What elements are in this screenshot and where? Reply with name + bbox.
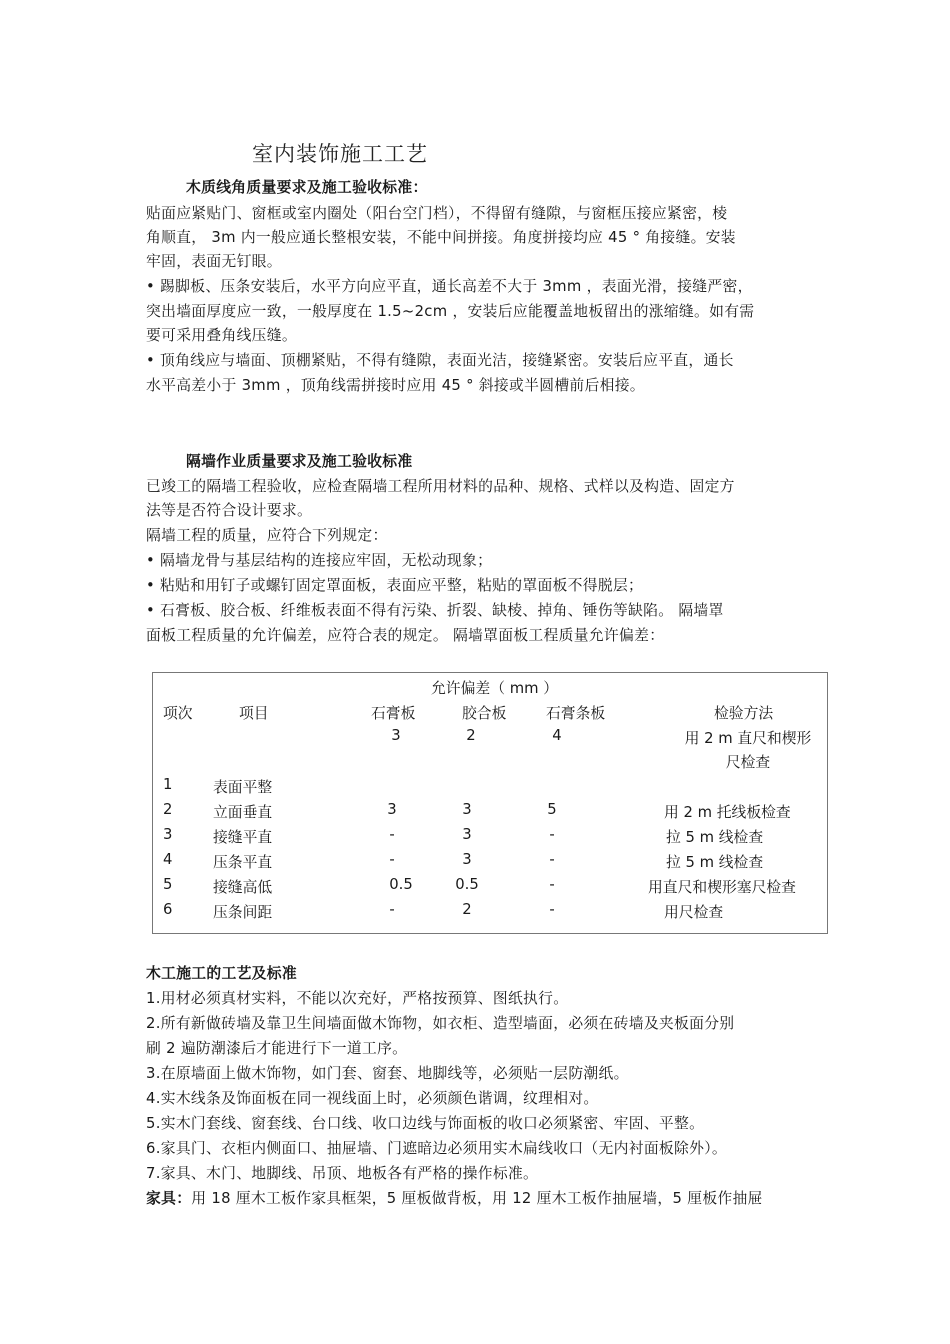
section3-line: 2.所有新做砖墙及靠卫生间墙面做木饰物，如衣柜、造型墙面，必须在砖墙及夹板面分别 <box>146 1015 735 1032</box>
section3-heading: 木工施工的工艺及标准 <box>146 965 297 982</box>
section3-last-line <box>146 1187 763 1211</box>
table-header-method: 检验方法 <box>714 705 774 722</box>
section3-line: 6.家具门、衣柜内侧面口、抽屉墙、门遮暗边必须用实木扁线收口（无内衬面板除外）。 <box>146 1140 728 1157</box>
table-row-gypsum: 0.5 <box>389 876 413 893</box>
section1-line: 角顺直， 3m 内一般应通长整根安装，不能中间拼接。角度拼接均应 45 ° 角接缝。安装 <box>146 229 736 246</box>
table-row-method: 用 2 m 托线板检查 <box>664 804 791 821</box>
table-row-gypsum: - <box>389 901 395 918</box>
table-header-gypsum: 石膏板 <box>371 705 416 722</box>
table-row-plywood: 0.5 <box>455 876 479 893</box>
section3-line: 4.实木线条及饰面板在同一视线面上时，必须颜色谐调，纹理相对。 <box>146 1090 599 1107</box>
table-row-item: 压条间距 <box>213 904 273 921</box>
table-row-method: 用尺检查 <box>664 904 724 921</box>
table-row-strip: - <box>549 826 555 843</box>
section3-line: 3.在原墙面上做木饰物，如门套、窗套、地脚线等，必须贴一层防潮纸。 <box>146 1065 629 1082</box>
table-row-plywood: 2 <box>462 901 472 918</box>
table-row-strip: - <box>549 901 555 918</box>
table-subheader-value: 3 <box>391 727 401 744</box>
table-subheader-value: 2 <box>466 727 476 744</box>
table-row-item: 接缝平直 <box>213 829 273 846</box>
page-title: 室内装饰施工工艺 <box>252 142 428 166</box>
table-row-item: 立面垂直 <box>213 804 273 821</box>
section2-heading: 隔墙作业质量要求及施工验收标准 <box>186 453 413 470</box>
table-row-no: 5 <box>163 876 173 893</box>
section2-line: 已竣工的隔墙工程验收，应检查隔墙工程所用材料的品种、规格、式样以及构造、固定方 <box>146 478 735 495</box>
table-row-no: 6 <box>163 901 173 918</box>
section1-line: • 顶角线应与墙面、顶棚紧贴，不得有缝隙，表面光洁，接缝紧密。安装后应平直，通长 <box>146 352 734 369</box>
table-row-method: 拉 5 m 线检查 <box>666 854 764 871</box>
table-row-plywood: 3 <box>462 826 472 843</box>
table-row-item: 接缝高低 <box>213 879 273 896</box>
table-subheader-value: 4 <box>552 727 562 744</box>
furniture-text: 用 18 厘木工板作家具框架，5 厘板做背板，用 12 厘木工板作抽屉墙，5 厘板作抽屉 <box>191 1190 763 1207</box>
table-header-plywood: 胶合板 <box>462 705 507 722</box>
table-subheader-method: 用 2 m 直尺和楔形 <box>684 730 812 747</box>
table-row-no: 1 <box>163 776 173 793</box>
table-row-no: 4 <box>163 851 173 868</box>
table-row-strip: - <box>549 851 555 868</box>
section2-line: • 石膏板、胶合板、纤维板表面不得有污染、折裂、缺棱、掉角、锤伤等缺陷。 隔墙罩 <box>146 602 724 619</box>
section2-line: • 粘贴和用钉子或螺钉固定罩面板，表面应平整，粘贴的罩面板不得脱层； <box>146 577 644 594</box>
tolerance-table <box>152 672 828 934</box>
table-row-item: 压条平直 <box>213 854 273 871</box>
section2-line: 面板工程质量的允许偏差，应符合表的规定。 隔墙罩面板工程质量允许偏差： <box>146 627 665 644</box>
section1-line: • 踢脚板、压条安装后，水平方向应平直，通长高差不大于 3mm ，表面光滑，接缝严密， <box>146 278 753 295</box>
table-header-item: 项目 <box>239 705 269 722</box>
section2-line: 隔墙工程的质量，应符合下列规定： <box>146 527 388 544</box>
section1-line: 水平高差小于 3mm ，顶角线需拼接时应用 45 ° 斜接或半圆槽前后相接。 <box>146 377 645 394</box>
section2-line: 法等是否符合设计要求。 <box>146 502 313 519</box>
section1-heading: 木质线角质量要求及施工验收标准： <box>186 179 428 196</box>
table-row-strip: 5 <box>547 801 557 818</box>
furniture-label: 家具： <box>146 1190 192 1207</box>
section3-line: 1.用材必须真材实料，不能以次充好，严格按预算、图纸执行。 <box>146 990 569 1007</box>
table-row-plywood: 3 <box>462 851 472 868</box>
table-subheader-method: 尺检查 <box>725 754 771 771</box>
table-row-strip: - <box>549 876 555 893</box>
table-row-method: 用直尺和楔形塞尺检查 <box>648 879 796 896</box>
table-row-gypsum: - <box>389 826 395 843</box>
table-group-header: 允许偏差（ mm ） <box>431 680 559 697</box>
table-row-no: 3 <box>163 826 173 843</box>
table-header-strip: 石膏条板 <box>546 705 606 722</box>
section3-line: 刷 2 遍防潮漆后才能进行下一道工序。 <box>146 1040 408 1057</box>
table-header-no: 项次 <box>163 705 193 722</box>
section3-line: 7.家具、木门、地脚线、吊顶、地板各有严格的操作标准。 <box>146 1165 539 1182</box>
table-row-no: 2 <box>163 801 173 818</box>
section2-line: • 隔墙龙骨与基层结构的连接应牢固，无松动现象； <box>146 552 493 569</box>
section1-line: 贴面应紧贴门、窗框或室内圈处（阳台空门档），不得留有缝隙，与窗框压接应紧密，棱 <box>146 205 728 222</box>
section3-line: 5.实木门套线、窗套线、台口线、收口边线与饰面板的收口必须紧密、牢固、平整。 <box>146 1115 705 1132</box>
table-row-plywood: 3 <box>462 801 472 818</box>
table-row-gypsum: - <box>389 851 395 868</box>
table-row-method: 拉 5 m 线检查 <box>666 829 764 846</box>
section1-line: 牢固，表面无钉眼。 <box>146 253 282 270</box>
section1-line: 要可采用叠角线压缝。 <box>146 327 297 344</box>
section1-line: 突出墙面厚度应一致，一般厚度在 1.5~2cm ，安装后应能覆盖地板留出的涨缩缝。如有需 <box>146 303 755 320</box>
table-row-item: 表面平整 <box>213 779 273 796</box>
table-row-gypsum: 3 <box>387 801 397 818</box>
